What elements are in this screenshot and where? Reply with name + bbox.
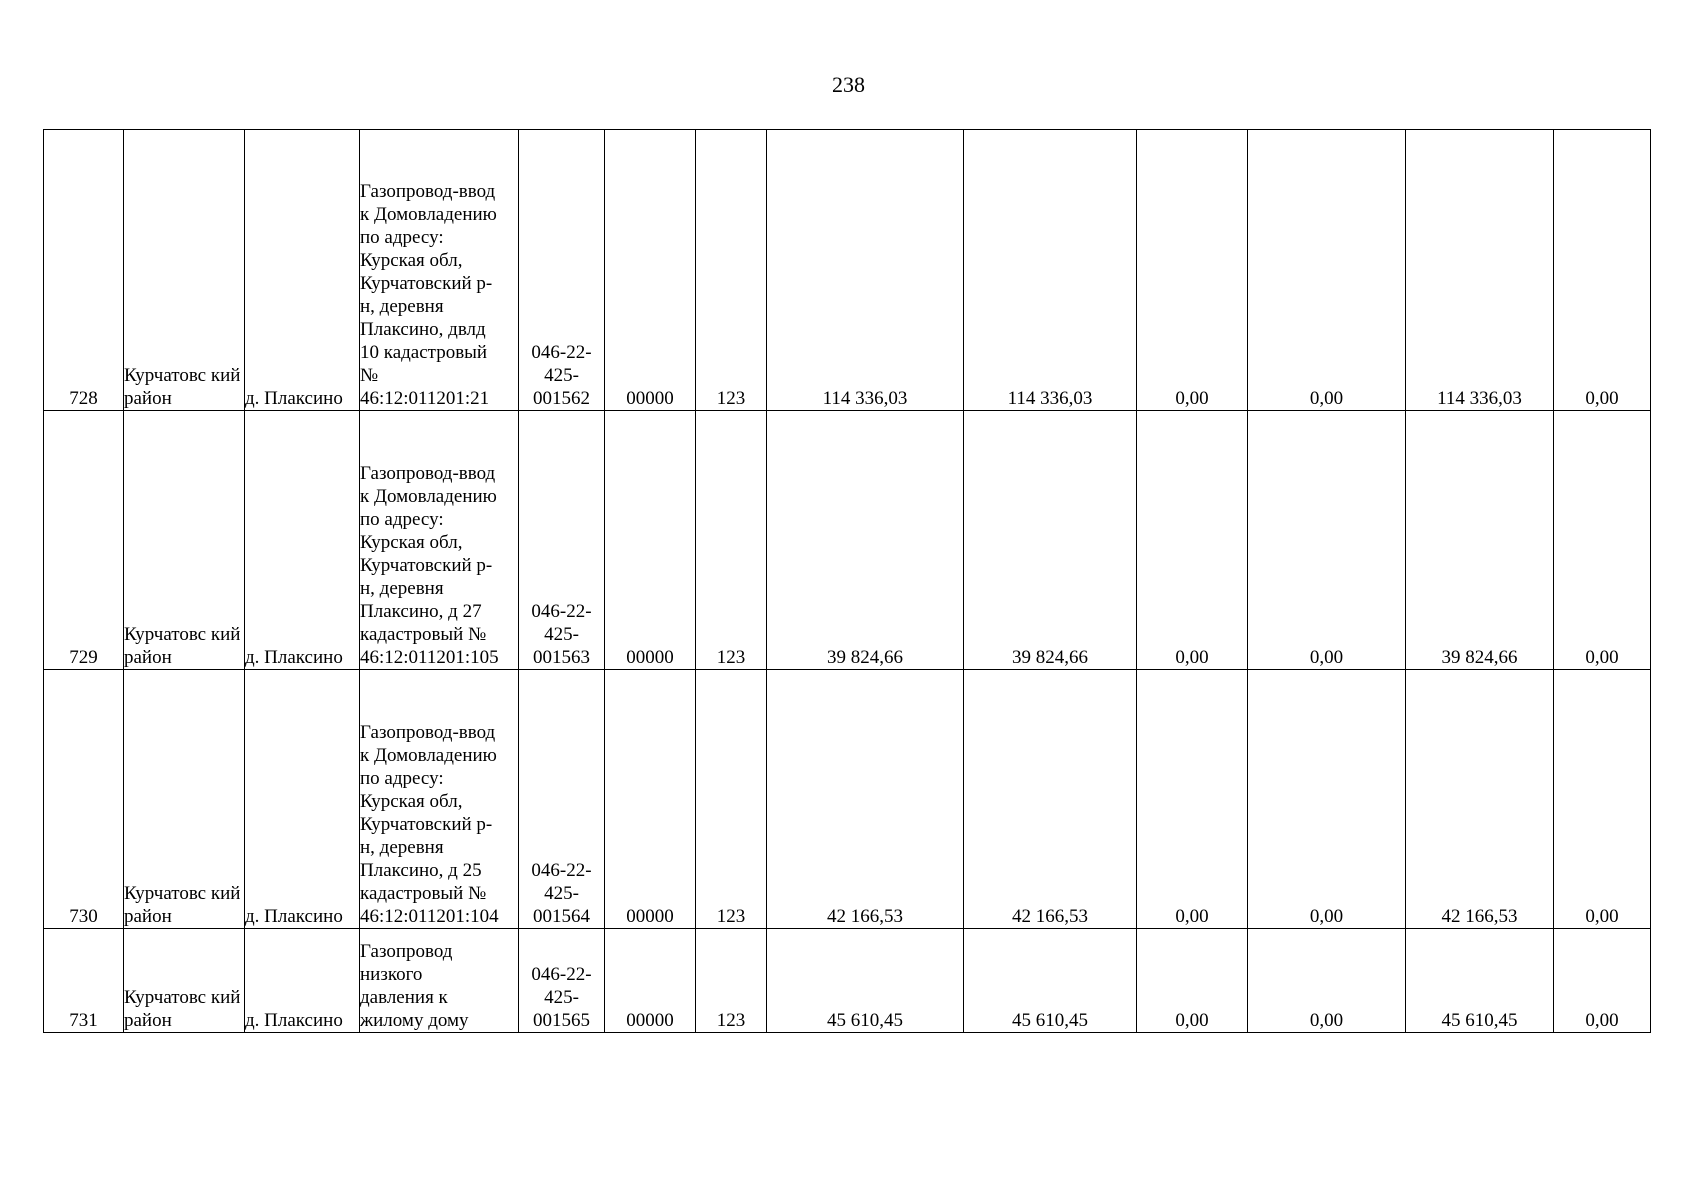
inventory-code-text: 046-22-425-001563 (531, 601, 592, 668)
object-name-text: Газопровод низкого давления к жилому дому (360, 941, 469, 1031)
depreciation-value-cell: 0,00 (1137, 929, 1248, 1033)
inventory-code-cell (519, 130, 605, 411)
row-number: 730 (44, 670, 124, 929)
page-number: 238 (832, 72, 865, 97)
inventory-code-cell (519, 411, 605, 670)
object-name-text: Газопровод-ввод к Домовладению по адресу: Курская обл, Курчатовский р-н, деревня Плаксино, д 27 кадастровый № 46:12:011201:105 (360, 463, 499, 668)
object-name-text: Газопровод-ввод к Домовладению по адресу: Курская обл, Курчатовский р-н, деревня Плаксино, д 25 кадастровый № 46:12:011201:104 (360, 722, 499, 927)
extra-value-cell: 0,00 (1554, 130, 1651, 411)
object-name-text: Газопровод-ввод к Домовладению по адресу: Курская обл, Курчатовский р-н, деревня Плаксино, двлд 10 кадастровый № 46:12:011201:21 (360, 181, 497, 409)
kosgu-cell: 123 (696, 411, 767, 670)
okof-cell: 00000 (605, 130, 696, 411)
other-value-cell: 0,00 (1248, 411, 1406, 670)
locality-cell: д. Плаксино (245, 411, 360, 670)
district-cell: Курчатовс кий район (124, 670, 245, 929)
residual-value-cell: 42 166,53 (1406, 670, 1554, 929)
inventory-code-text: 046-22-425-001562 (531, 342, 592, 409)
residual-value-cell: 114 336,03 (1406, 130, 1554, 411)
locality-cell: д. Плаксино (245, 130, 360, 411)
object-name-cell (360, 670, 519, 929)
depreciation-value-cell: 0,00 (1137, 411, 1248, 670)
extra-value-cell: 0,00 (1554, 670, 1651, 929)
assets-table (43, 129, 1651, 1033)
table-row (44, 411, 1651, 670)
other-value-cell: 0,00 (1248, 929, 1406, 1033)
residual-value-cell: 39 824,66 (1406, 411, 1554, 670)
balance-value-cell: 42 166,53 (767, 670, 964, 929)
locality-cell: д. Плаксино (245, 670, 360, 929)
inventory-code-text: 046-22-425-001564 (531, 860, 592, 927)
other-value-cell: 0,00 (1248, 670, 1406, 929)
okof-cell: 00000 (605, 670, 696, 929)
balance-value-cell: 114 336,03 (767, 130, 964, 411)
kosgu-cell: 123 (696, 130, 767, 411)
row-number: 731 (44, 929, 124, 1033)
inventory-code-text: 046-22-425-001565 (531, 964, 592, 1031)
table-row (44, 929, 1651, 1033)
row-number: 729 (44, 411, 124, 670)
kosgu-cell: 123 (696, 670, 767, 929)
okof-cell: 00000 (605, 929, 696, 1033)
amount-value-cell: 114 336,03 (964, 130, 1137, 411)
balance-value-cell: 39 824,66 (767, 411, 964, 670)
object-name-cell (360, 411, 519, 670)
district-cell: Курчатовс кий район (124, 929, 245, 1033)
extra-value-cell: 0,00 (1554, 411, 1651, 670)
district-cell: Курчатовс кий район (124, 411, 245, 670)
object-name-cell (360, 130, 519, 411)
residual-value-cell: 45 610,45 (1406, 929, 1554, 1033)
row-number: 728 (44, 130, 124, 411)
extra-value-cell: 0,00 (1554, 929, 1651, 1033)
depreciation-value-cell: 0,00 (1137, 130, 1248, 411)
locality-cell: д. Плаксино (245, 929, 360, 1033)
amount-value-cell: 45 610,45 (964, 929, 1137, 1033)
depreciation-value-cell: 0,00 (1137, 670, 1248, 929)
amount-value-cell: 39 824,66 (964, 411, 1137, 670)
district-cell: Курчатовс кий район (124, 130, 245, 411)
object-name-cell (360, 929, 519, 1033)
other-value-cell: 0,00 (1248, 130, 1406, 411)
table-row (44, 670, 1651, 929)
inventory-code-cell (519, 929, 605, 1033)
table-row (44, 130, 1651, 411)
okof-cell: 00000 (605, 411, 696, 670)
inventory-code-cell (519, 670, 605, 929)
balance-value-cell: 45 610,45 (767, 929, 964, 1033)
kosgu-cell: 123 (696, 929, 767, 1033)
amount-value-cell: 42 166,53 (964, 670, 1137, 929)
